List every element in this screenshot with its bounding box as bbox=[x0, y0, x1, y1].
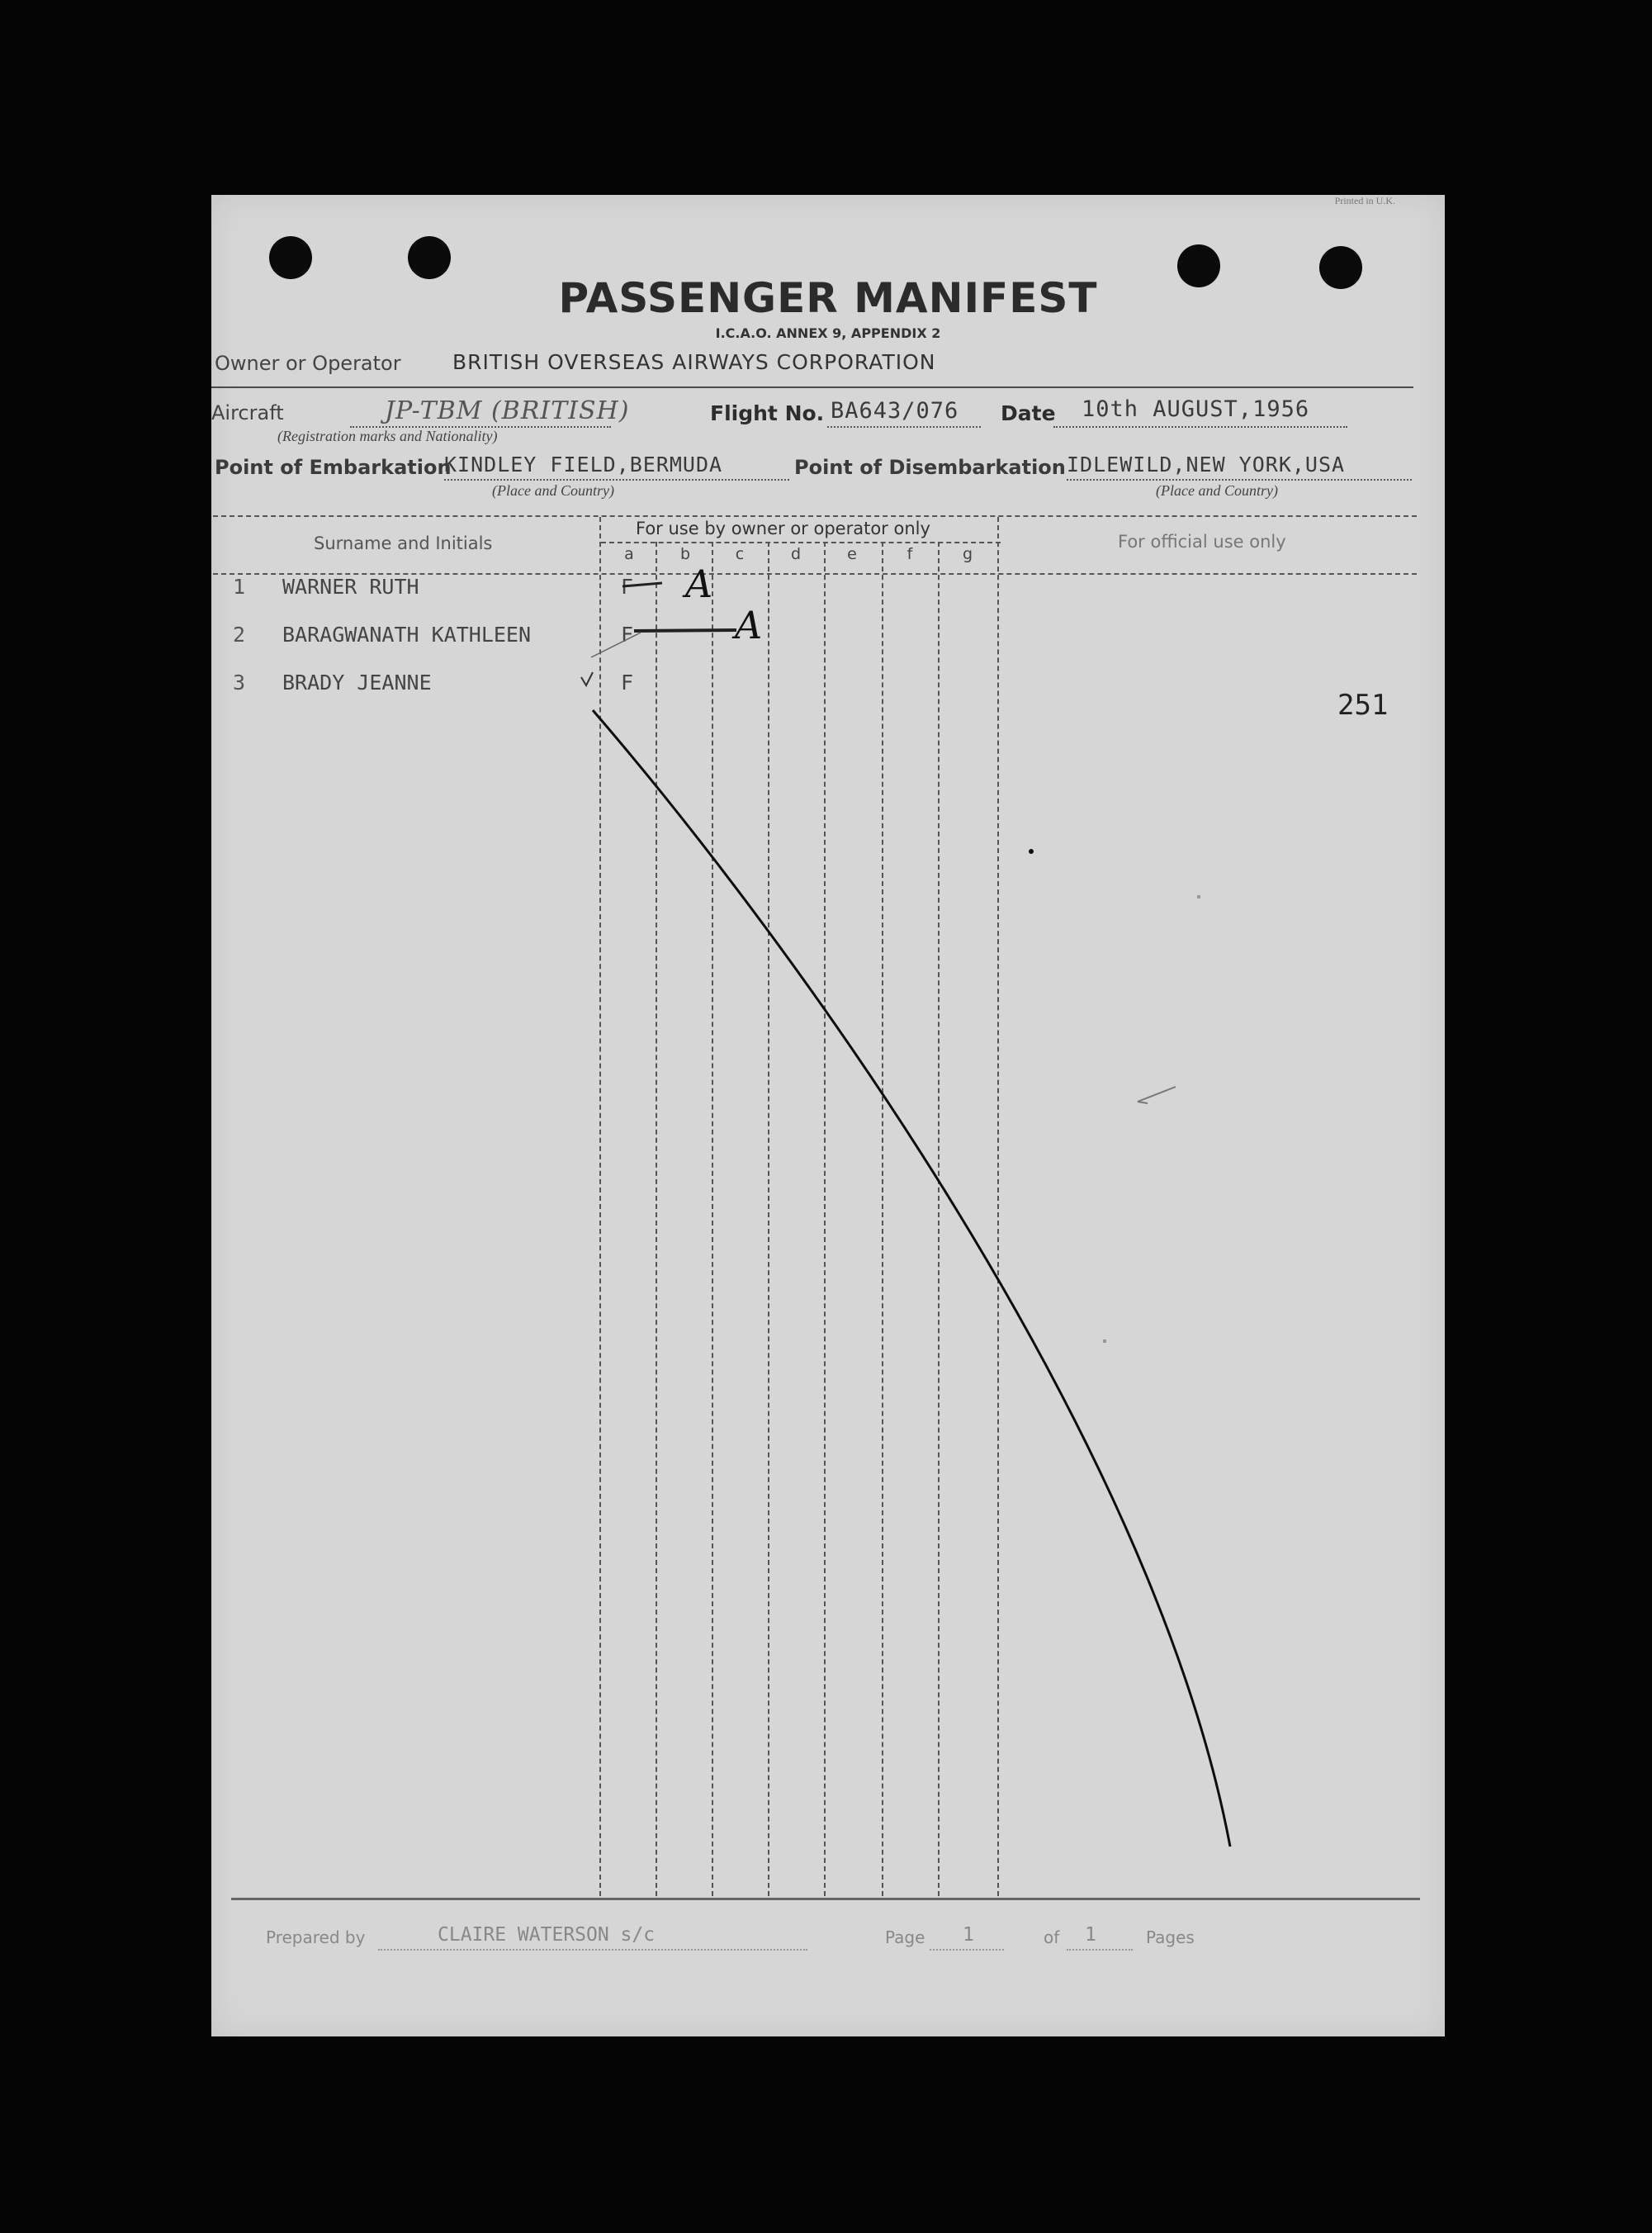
row-2-col-a: F bbox=[621, 623, 634, 647]
row-1-number: 1 bbox=[233, 575, 246, 599]
embarkation-label: Point of Embarkation bbox=[215, 456, 452, 479]
pen-marks bbox=[211, 195, 1445, 2036]
pages-label: Pages bbox=[1146, 1927, 1195, 1947]
row-2-handwritten: A bbox=[735, 603, 763, 647]
surname-header: Surname and Initials bbox=[314, 533, 493, 553]
of-label: of bbox=[1044, 1927, 1060, 1947]
col-c-header: c bbox=[735, 545, 745, 563]
row-1-name: WARNER RUTH bbox=[282, 575, 419, 599]
row-2-number: 2 bbox=[233, 623, 246, 647]
row-3-slash bbox=[591, 633, 641, 657]
col-a-header: a bbox=[624, 545, 634, 563]
diagonal-strike-line bbox=[593, 710, 1230, 1847]
embarkation-caption: (Place and Country) bbox=[492, 482, 614, 499]
official-header: For official use only bbox=[1118, 532, 1286, 552]
owner-value: BRITISH OVERSEAS AIRWAYS CORPORATION bbox=[452, 350, 936, 374]
disembarkation-value: IDLEWILD,NEW YORK,USA bbox=[1067, 453, 1346, 476]
row-3-name: BRADY JEANNE bbox=[282, 671, 432, 695]
operator-header: For use by owner or operator only bbox=[636, 519, 930, 538]
page-value: 1 bbox=[963, 1924, 974, 1946]
owner-label: Owner or Operator bbox=[215, 352, 401, 375]
row-1-col-a: F bbox=[621, 575, 634, 599]
prepared-by-value: CLAIRE WATERSON s/c bbox=[438, 1924, 656, 1946]
of-value: 1 bbox=[1085, 1924, 1096, 1946]
col-b-header: b bbox=[679, 545, 691, 563]
row-2-name: BARAGWANATH KATHLEEN bbox=[282, 623, 532, 647]
official-note: 251 bbox=[1337, 689, 1389, 722]
col-d-header: d bbox=[790, 545, 802, 563]
aircraft-value: JP-TBM (BRITISH) bbox=[385, 396, 630, 425]
page-label: Page bbox=[885, 1927, 925, 1947]
flight-value: BA643/076 bbox=[831, 398, 959, 424]
col-g-header: g bbox=[962, 545, 973, 563]
row-2-dash bbox=[634, 630, 736, 631]
prepared-by-label: Prepared by bbox=[266, 1927, 366, 1947]
speck-1 bbox=[1029, 849, 1034, 854]
document-subtitle: I.C.A.O. ANNEX 9, APPENDIX 2 bbox=[715, 325, 941, 341]
aircraft-label: Aircraft bbox=[211, 401, 284, 424]
speck-3 bbox=[1197, 895, 1200, 898]
speck-2 bbox=[1103, 1339, 1106, 1343]
disembarkation-label: Point of Disembarkation bbox=[794, 456, 1066, 479]
date-value: 10th AUGUST,1956 bbox=[1082, 396, 1310, 422]
row-1-dash bbox=[622, 583, 662, 586]
manifest-sheet bbox=[211, 195, 1445, 2036]
printed-note: Printed in U.K. bbox=[1334, 195, 1395, 206]
pencil-mark-tail bbox=[1138, 1102, 1148, 1103]
row-3-tick bbox=[581, 672, 593, 685]
document-title: PASSENGER MANIFEST bbox=[558, 274, 1098, 322]
embarkation-value: KINDLEY FIELD,BERMUDA bbox=[444, 453, 723, 476]
row-3-number: 3 bbox=[233, 671, 246, 695]
col-f-header: f bbox=[906, 545, 913, 563]
row-3-col-a: F bbox=[621, 671, 634, 695]
pencil-mark bbox=[1138, 1087, 1176, 1102]
flight-label: Flight No. bbox=[710, 401, 825, 425]
aircraft-caption: (Registration marks and Nationality) bbox=[277, 428, 498, 444]
date-label: Date bbox=[1001, 401, 1056, 425]
row-1-handwritten: A bbox=[685, 562, 713, 606]
disembarkation-caption: (Place and Country) bbox=[1156, 482, 1278, 499]
col-e-header: e bbox=[847, 545, 857, 563]
